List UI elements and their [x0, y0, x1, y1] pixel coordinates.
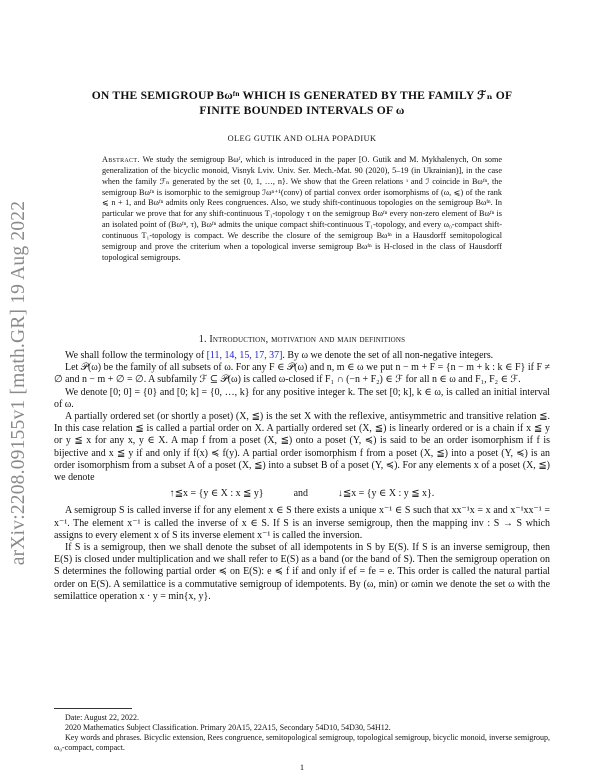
footnote-keywords: Key words and phrases. Bicyclic extension, Rees congruence, semitopological semigroup, topological semigroup, bicyclic monoid, inverse semigroup, ω₀-compact, compact. [54, 733, 550, 752]
paper-title [54, 88, 550, 118]
title-line-2: FINITE BOUNDED INTERVALS OF ω [199, 104, 405, 117]
abstract-label: Abstract. [102, 155, 140, 164]
paper-page [54, 0, 550, 776]
up-set-formula: ↑≦x = {y ∈ X : x ≦ y} [169, 488, 264, 500]
paragraph-inverse-semigroup: A semigroup S is called inverse if for any element x ∈ S there exists a unique x⁻¹ ∈ S such that xx⁻¹x = x and x⁻¹xx⁻¹ = x⁻¹. The element x⁻¹ is called the inverse of x ∈ S. If S is an inverse semigroup, then the mapping inv : S → S which assigns to every element x of S its inverse element x⁻¹ is called the inversion. [54, 505, 550, 541]
footnote-rule [54, 708, 132, 709]
paragraph-idempotents: If S is a semigroup, then we shall denote the subset of all idempotents in S by E(S). If S is an inverse semigroup, then E(S) is closed under multiplication and we shall refer to E(S) as a band (or the band of S). Then the semigroup operation on S determines the following partial order ≼ on E(S): e ≼ f if and only if ef = fe = e. This order is called the natural partial order on E(S). A semilattice is a commutative semigroup of idempotents. By (ω, min) or ωmin we denote the set ω with the semilattice operation x · y = min{x, y}. [54, 542, 550, 602]
title-line-1: ON THE SEMIGROUP Bωᶠⁿ WHICH IS GENERATED BY THE FAMILY ℱₙ OF [91, 89, 513, 102]
paragraph-omega-closed: Let 𝒫(ω) be the family of all subsets of ω. For any F ∈ 𝒫(ω) and n, m ∈ ω we put n − m + F = {n − m + k : k ∈ F} if F ≠ ∅ and n − m + ∅ = ∅. A subfamily ℱ ⊆ 𝒫(ω) is called ω-closed if F₁ ∩ (−n + F₂) ∈ ℱ for all n ∈ ω and F₁, F₂ ∈ ℱ. [54, 362, 550, 386]
page-number: 1 [299, 762, 305, 772]
citation-link[interactable]: [11, 14, 15, 17, 37] [206, 350, 283, 361]
paragraph-terminology: We shall follow the terminology of [11, 14, 15, 17, 37]. By ω we denote the set of all non-negative integers. [65, 350, 494, 361]
footnotes [54, 713, 550, 753]
abstract [102, 155, 502, 263]
display-equation: ↑≦x = {y ∈ X : x ≦ y} and ↓≦x = {y ∈ X : y ≦ x}. [169, 488, 435, 500]
body-text [54, 350, 550, 603]
authors: OLEG GUTIK AND OLHA POPADIUK [227, 134, 377, 143]
footnote-date: Date: August 22, 2022. [65, 713, 139, 722]
abstract-text: We study the semigroup Bωᶠ, which is introduced in the paper [O. Gutik and M. Mykhalenych, On some generalization of the bicyclic monoid, Visnyk Lviv. Univ. Ser. Mech.-Mat. 90 (2020), 5–19 (in Ukrainian)], in the case when the family ℱₙ generated by the set {0, 1, …, n}. We show that the Green relations ᶟ and ℐ coincide in Bωᶠⁿ, the semigroup Bωᶠⁿ is isomorphic to the semigroup ℐωⁿ⁺¹(conv) of partial convex order isomorphisms of (ω, ⩽) of the rank ⩽ n + 1, and Bωᶠⁿ admits only Rees congruences. Also, we study shift-continuous topologies on the semigroup Bωᶠⁿ. In particular we prove that for any shift-continuous T₁-topology τ on the semigroup Bωᶠⁿ every non-zero element of Bωᶠⁿ is an isolated point of (Bωᶠⁿ, τ), Bωᶠⁿ admits the unique compact shift-continuous T₁-topology, and every ω₀-compact shift-continuous T₁-topology is compact. We describe the closure of the semigroup Bωᶠⁿ in a Hausdorff semitopological semigroup and prove the criterium when a topological inverse semigroup Bωᶠⁿ is H-closed in the class of Hausdorff topological semigroups. [102, 155, 502, 262]
paragraph-initial-interval: We denote [0; 0] = {0} and [0; k] = {0, …, k} for any positive integer k. The set [0; k], k ∈ ω, is called an initial interval of ω. [54, 386, 550, 410]
down-set-formula: ↓≦x = {y ∈ X : y ≦ x}. [337, 488, 435, 500]
arxiv-sidebar [6, 168, 32, 598]
arxiv-identifier: arXiv:2208.09155v1 [math.GR] 19 Aug 2022 [8, 200, 30, 566]
section-heading: 1. Introduction, motivation and main definitions [198, 334, 406, 345]
footnote-msc: 2020 Mathematics Subject Classification. Primary 20A15, 22A15, Secondary 54D10, 54D30, 54H12. [65, 723, 391, 732]
paragraph-poset: A partially ordered set (or shortly a poset) (X, ≦) is the set X with the reflexive, antisymmetric and transitive relation ≦. In this case relation ≦ is called a partial order on X. A partially ordered set (X, ≦) is linearly ordered or is a chain if x ≦ y or y ≦ x for any x, y ∈ X. A map f from a poset (X, ≦) onto a poset (Y, ≼) is said to be an order isomorphism if f is bijective and x ≦ y if and only if f(x) ≼ f(y). A partial order isomorphism f from a poset (X, ≦) into a poset (Y, ≼) is an order isomorphism from a subset A of a poset (X, ≦) into a subset B of a poset (Y, ≼). For any elements x of a poset (X, ≦) we denote [54, 411, 550, 484]
